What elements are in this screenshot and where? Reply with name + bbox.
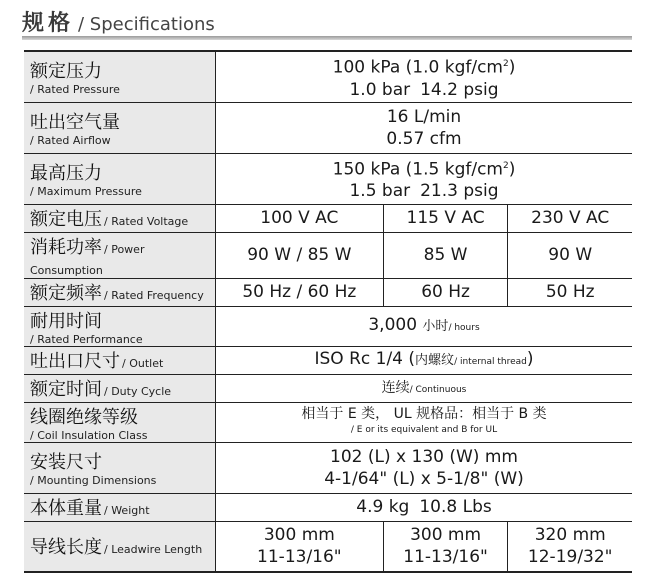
label-en: / Rated Pressure bbox=[30, 83, 120, 97]
voltage-cell: 230 V AC bbox=[508, 204, 632, 232]
leadwire-in: 11-13/16" bbox=[257, 547, 342, 568]
thread-en: / internal thread bbox=[454, 356, 527, 367]
label-en: / Power Consumption bbox=[30, 242, 145, 277]
leadwire-mm: 300 mm bbox=[263, 525, 335, 546]
pressure-bar: 1.5 bar bbox=[349, 181, 411, 202]
pressure-kpa: 100 kPa (1.0 kgf/cm bbox=[332, 57, 503, 78]
label-rated-frequency bbox=[24, 278, 216, 306]
label-rated-airflow bbox=[24, 102, 216, 153]
label-en: / Leadwire Length bbox=[104, 543, 203, 557]
leadwire-in: 11-13/16" bbox=[403, 547, 488, 568]
label-zh: 吐出空气量 bbox=[30, 112, 120, 133]
hours-unit-zh: 小时 bbox=[422, 318, 449, 334]
title-chinese: 规格 bbox=[22, 11, 75, 36]
label-en: / Duty Cycle bbox=[104, 385, 172, 398]
paren: ( bbox=[408, 348, 416, 369]
row-max-pressure bbox=[24, 153, 632, 204]
voltage-cell: 100 V AC bbox=[216, 204, 384, 232]
row-rated-voltage bbox=[24, 204, 632, 232]
dimensions-in: 4-1/64" (L) x 5-1/8" (W) bbox=[324, 468, 524, 489]
value-rated-performance bbox=[216, 306, 633, 346]
leadwire-cell bbox=[383, 521, 508, 572]
hours-unit-en: / hours bbox=[448, 322, 480, 333]
label-duty-cycle bbox=[24, 374, 216, 402]
label-zh: 额定频率 bbox=[30, 283, 102, 304]
label-en: / Outlet bbox=[122, 357, 164, 370]
airflow-cfm: 0.57 cfm bbox=[386, 128, 462, 149]
label-max-pressure bbox=[24, 153, 216, 204]
value-duty-cycle bbox=[216, 374, 633, 402]
thread-zh: 内螺纹 bbox=[415, 352, 455, 368]
duty-zh: 连续 bbox=[381, 379, 410, 396]
leadwire-in: 12-19/32" bbox=[527, 547, 613, 568]
hours-value: 3,000 bbox=[368, 314, 418, 335]
pressure-psig: 21.3 psig bbox=[420, 181, 499, 202]
label-zh: 吐出口尺寸 bbox=[30, 351, 120, 372]
label-en: / Rated Performance bbox=[30, 332, 143, 346]
row-outlet bbox=[24, 346, 632, 374]
value-mounting-dimensions bbox=[216, 442, 633, 493]
label-zh: 额定时间 bbox=[30, 379, 102, 400]
pressure-kpa: 150 kPa (1.5 kgf/cm bbox=[332, 159, 503, 180]
label-weight bbox=[24, 493, 216, 521]
frequency-cell: 50 Hz / 60 Hz bbox=[216, 278, 384, 306]
dimensions-mm: 102 (L) x 130 (W) mm bbox=[330, 446, 518, 467]
superscript: 2 bbox=[502, 160, 509, 171]
frequency-cell: 50 Hz bbox=[508, 278, 632, 306]
pressure-psig: 14.2 psig bbox=[420, 79, 499, 100]
row-weight bbox=[24, 493, 632, 521]
row-mounting-dimensions bbox=[24, 442, 632, 493]
label-rated-pressure bbox=[24, 51, 216, 102]
leadwire-mm: 320 mm bbox=[534, 525, 606, 546]
label-coil-insulation bbox=[24, 402, 216, 442]
label-zh: 耐用时间 bbox=[30, 310, 102, 332]
row-power-consumption bbox=[24, 232, 632, 278]
row-leadwire-length bbox=[24, 521, 632, 572]
value-rated-airflow bbox=[216, 102, 633, 153]
voltage-cell: 115 V AC bbox=[383, 204, 508, 232]
label-zh: 消耗功率 bbox=[30, 236, 102, 258]
power-cell: 85 W bbox=[383, 232, 508, 278]
power-cell: 90 W bbox=[508, 232, 632, 278]
pressure-bar: 1.0 bar bbox=[349, 79, 411, 100]
row-rated-performance bbox=[24, 306, 632, 346]
insulation-zh: 相当于 E 类， UL 规格品：相当于 B 类 bbox=[301, 406, 547, 422]
label-en: / Rated Airflow bbox=[30, 134, 111, 147]
weight-lbs: 10.8 Lbs bbox=[419, 497, 492, 517]
value-max-pressure bbox=[216, 153, 633, 204]
weight-kg: 4.9 kg bbox=[356, 497, 410, 517]
label-power-consumption bbox=[24, 232, 216, 278]
title-english: / Specifications bbox=[78, 14, 215, 35]
title-divider bbox=[22, 36, 632, 40]
value-coil-insulation bbox=[216, 402, 633, 442]
label-rated-performance bbox=[24, 306, 216, 346]
row-duty-cycle bbox=[24, 374, 632, 402]
row-rated-airflow bbox=[24, 102, 632, 153]
label-mounting-dimensions bbox=[24, 442, 216, 493]
label-en: / Mounting Dimensions bbox=[30, 474, 157, 487]
row-rated-pressure bbox=[24, 51, 632, 102]
power-cell: 90 W / 85 W bbox=[216, 232, 384, 278]
leadwire-mm: 300 mm bbox=[410, 525, 482, 546]
leadwire-cell bbox=[216, 521, 384, 572]
outlet-size: ISO Rc 1/4 bbox=[314, 348, 403, 369]
superscript: 2 bbox=[502, 58, 509, 69]
label-leadwire-length bbox=[24, 521, 216, 572]
label-zh: 额定电压 bbox=[30, 209, 102, 230]
paren: ) bbox=[508, 57, 516, 78]
label-en: / Maximum Pressure bbox=[30, 185, 142, 198]
row-rated-frequency bbox=[24, 278, 632, 306]
label-zh: 导线长度 bbox=[30, 537, 102, 559]
label-outlet bbox=[24, 346, 216, 374]
row-coil-insulation bbox=[24, 402, 632, 442]
value-outlet bbox=[216, 346, 633, 374]
airflow-lmin: 16 L/min bbox=[386, 106, 462, 127]
paren: ) bbox=[526, 348, 534, 369]
page-title bbox=[22, 6, 215, 34]
label-en: / Rated Voltage bbox=[104, 215, 189, 228]
label-zh: 最高压力 bbox=[30, 163, 102, 184]
duty-en: / Continuous bbox=[409, 384, 467, 395]
frequency-cell: 60 Hz bbox=[383, 278, 508, 306]
specifications-table bbox=[24, 50, 632, 573]
label-zh: 线圈绝缘等级 bbox=[30, 406, 138, 428]
label-zh: 安装尺寸 bbox=[30, 452, 102, 473]
label-rated-voltage bbox=[24, 204, 216, 232]
insulation-en: / E or its equivalent and B for UL bbox=[350, 425, 498, 435]
leadwire-cell bbox=[508, 521, 632, 572]
label-zh: 本体重量 bbox=[30, 498, 102, 519]
paren: ) bbox=[508, 159, 516, 180]
label-en: / Weight bbox=[104, 504, 150, 517]
label-en: / Rated Frequency bbox=[104, 289, 204, 302]
value-rated-pressure bbox=[216, 51, 633, 102]
label-zh: 额定压力 bbox=[30, 61, 102, 83]
value-weight bbox=[216, 493, 633, 521]
label-en: / Coil Insulation Class bbox=[30, 428, 148, 442]
